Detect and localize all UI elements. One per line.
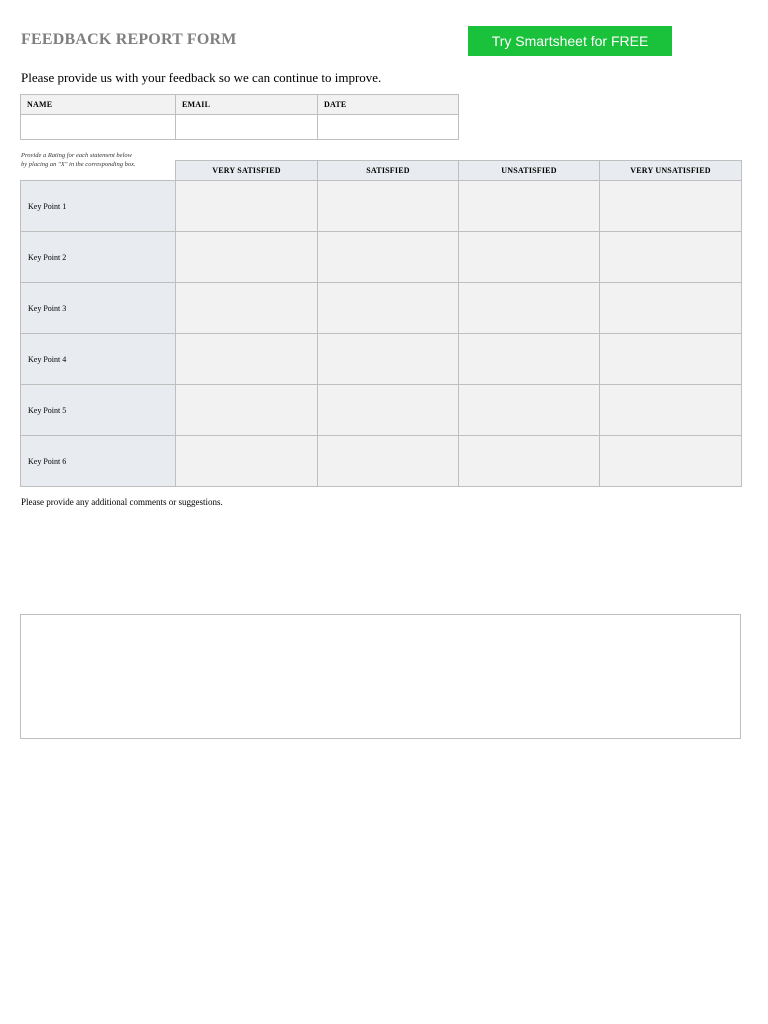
rating-cell[interactable]	[459, 232, 600, 283]
table-row	[21, 436, 742, 487]
email-field[interactable]	[176, 115, 318, 140]
comments-textbox[interactable]	[20, 614, 741, 739]
rating-cell[interactable]	[318, 283, 459, 334]
rating-table	[20, 160, 742, 487]
rating-cell[interactable]	[600, 283, 742, 334]
intro-text: Please provide us with your feedback so we can continue to improve.	[21, 70, 382, 85]
rating-cell[interactable]	[600, 232, 742, 283]
row-label: Key Point 6	[21, 436, 176, 487]
rating-cell[interactable]	[318, 232, 459, 283]
rating-cell[interactable]	[459, 385, 600, 436]
rating-cell[interactable]	[176, 181, 318, 232]
rating-cell[interactable]	[176, 385, 318, 436]
try-smartsheet-button[interactable]: Try Smartsheet for FREE	[468, 26, 672, 56]
table-row	[21, 181, 742, 232]
rating-cell[interactable]	[600, 436, 742, 487]
name-header: NAME	[21, 95, 176, 115]
table-row	[21, 232, 742, 283]
col-very-satisfied: VERY SATISFIED	[176, 161, 318, 181]
col-unsatisfied: UNSATISFIED	[459, 161, 600, 181]
col-very-unsatisfied: VERY UNSATISFIED	[600, 161, 742, 181]
rating-cell[interactable]	[318, 334, 459, 385]
rating-cell[interactable]	[600, 334, 742, 385]
rating-cell[interactable]	[176, 283, 318, 334]
rating-instructions-line-2: by placing an "X" in the corresponding box.	[21, 161, 136, 168]
row-label: Key Point 1	[21, 181, 176, 232]
row-label: Key Point 4	[21, 334, 176, 385]
rating-cell[interactable]	[176, 436, 318, 487]
date-field[interactable]	[318, 115, 459, 140]
rating-instructions-line-1: Provide a Rating for each statement below	[21, 152, 132, 159]
table-row	[21, 283, 742, 334]
rating-cell[interactable]	[176, 232, 318, 283]
rating-cell[interactable]	[600, 181, 742, 232]
rating-corner	[21, 161, 176, 181]
name-field[interactable]	[21, 115, 176, 140]
table-row	[21, 385, 742, 436]
date-header: DATE	[318, 95, 459, 115]
rating-cell[interactable]	[318, 385, 459, 436]
rating-cell[interactable]	[600, 385, 742, 436]
page-title: FEEDBACK REPORT FORM	[21, 31, 237, 48]
row-label: Key Point 3	[21, 283, 176, 334]
rating-cell[interactable]	[459, 283, 600, 334]
row-label: Key Point 5	[21, 385, 176, 436]
comments-label: Please provide any additional comments or suggestions.	[21, 497, 223, 507]
table-row	[21, 334, 742, 385]
rating-cell[interactable]	[318, 181, 459, 232]
rating-cell[interactable]	[318, 436, 459, 487]
rating-cell[interactable]	[459, 334, 600, 385]
contact-info-table	[20, 94, 459, 140]
rating-cell[interactable]	[459, 436, 600, 487]
row-label: Key Point 2	[21, 232, 176, 283]
rating-cell[interactable]	[459, 181, 600, 232]
email-header: EMAIL	[176, 95, 318, 115]
col-satisfied: SATISFIED	[318, 161, 459, 181]
rating-cell[interactable]	[176, 334, 318, 385]
